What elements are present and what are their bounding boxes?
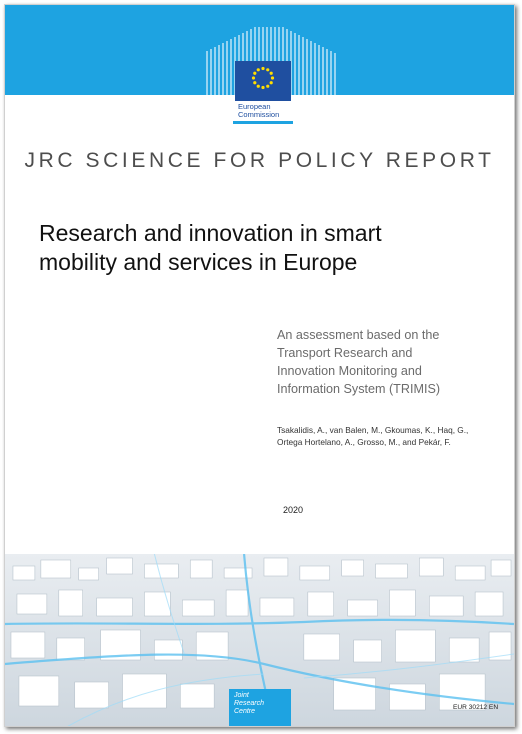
svg-text:Commission: Commission: [238, 110, 280, 119]
report-title: [39, 219, 459, 277]
report-authors: [277, 424, 507, 448]
european-commission-logo: [201, 27, 341, 125]
report-subtitle: [277, 326, 497, 398]
subtitle-line: Information System (TRIMIS): [277, 382, 441, 396]
subtitle-line: An assessment based on the: [277, 328, 440, 342]
jrc-line: Centre: [234, 708, 256, 715]
publication-year: 2020: [283, 505, 304, 515]
title-line: mobility and services in Europe: [39, 249, 358, 275]
jrc-line: Joint: [234, 692, 249, 699]
report-cover: [4, 4, 515, 727]
eur-number: EUR 30212 EN: [453, 704, 499, 711]
jrc-line: Research: [234, 700, 264, 707]
subtitle-line: Innovation Monitoring and: [277, 364, 422, 378]
authors-line: Ortega Hortelano, A., Grosso, M., and Pekár, F.: [277, 437, 451, 447]
authors-line: Tsakalidis, A., van Balen, M., Gkoumas, K., Haq, G.,: [277, 425, 469, 435]
svg-text:European: European: [238, 102, 271, 111]
title-line: Research and innovation in smart: [39, 220, 382, 246]
report-series-label: JRC SCIENCE FOR POLICY REPORT: [24, 149, 495, 172]
jrc-logo: [229, 689, 291, 726]
subtitle-line: Transport Research and: [277, 346, 413, 360]
